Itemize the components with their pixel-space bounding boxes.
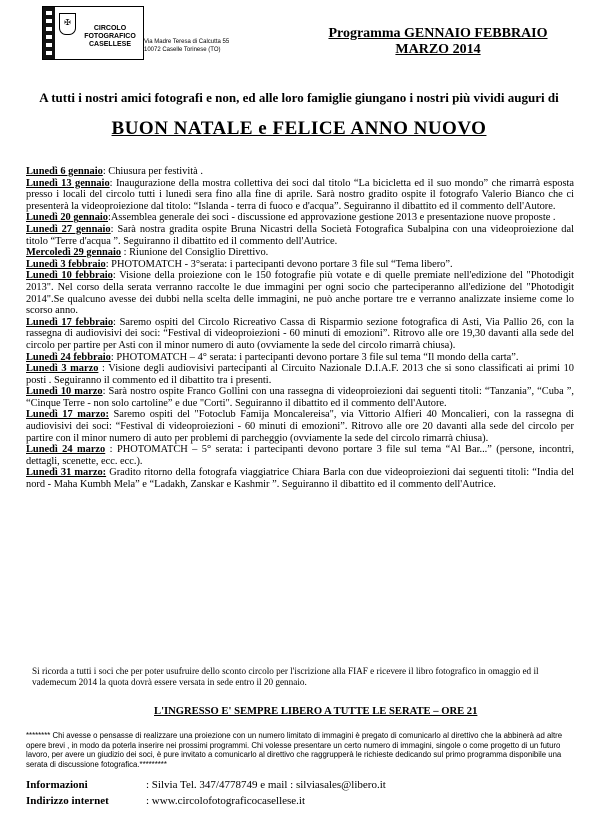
shield-icon: ✠	[59, 13, 76, 35]
event-date: Lunedì 17 marzo:	[26, 409, 109, 421]
event-entry	[26, 386, 574, 409]
event-description: : PHOTOMATCH – 4° serata: i partecipanti devono portare 3 file sul tema “Il mondo della carta”.	[110, 351, 519, 363]
event-entry	[26, 224, 574, 247]
event-description: Saremo ospiti del "Fotoclub Famija Moncalereisa", via Vittorio Alfieri 40 Moncalieri, con la rassegna di audiovisivi dei soci: “Festival di videoproiezioni - 60 minuti di emozioni”. Ritrovo alle ore 20 davanti alla sede del circolo per partire con il minor numero di auto per problemi di parcheggio (ovviamente la sede del circolo rimarrà chiusa).	[26, 409, 574, 444]
club-address: Via Madre Teresa di Calcutta 55 10072 Caselle Torinese (TO)	[144, 39, 230, 53]
contact-value[interactable]: : Silvia Tel. 347/4778749 e mail : silviasales@libero.it	[146, 779, 386, 791]
info-row: Indirizzo internet : www.circolofotograficocasellese.it	[26, 795, 306, 807]
event-date: Lunedì 27 gennaio	[26, 223, 111, 235]
event-description: : Riunione del Consiglio Direttivo.	[121, 247, 269, 259]
event-date: Lunedì 31 marzo:	[26, 467, 107, 479]
event-date: Lunedì 13 gennaio	[26, 177, 110, 189]
fine-print: ******** Chi avesse o pensasse di realizzare una proiezione con un numero limitato di immagini è pregato di comunicarlo al direttivo che la abbinerà ad altre opere brevi , in modo da poterla inserire nei prossimi programmi. Chi volesse presentare un certo numero di immagini, singole o come progetto di un futuro lavoro, per avere un giudizio dei soci, è pure invitato a comunicarlo al direttivo che raggrupperà le richieste dedicando sul primo programma disponibile una serata di discussione fotografica.*********	[26, 731, 563, 769]
event-description: : Chiusura per festività .	[102, 166, 203, 177]
event-description: : PHOTOMATCH - 3°serata: i partecipanti devono portare 3 file sul “Tema libero”.	[105, 258, 453, 270]
event-entry	[26, 444, 574, 467]
free-entry-notice: L'INGRESSO E' SEMPRE LIBERO A TUTTE LE SERATE – ORE 21	[154, 706, 478, 717]
event-entry	[26, 270, 574, 316]
event-description: : Visione della proiezione con le 150 fotografie più votate e di quelle premiate nell'edizione del "Photodigit 2013". Nel corso della serata verranno raccolte le due immagini per ogni socio che parteciperanno all'edizione del "Photodigit 2014".Se qualcuno avesse dei dubbi nella scelta delle immagini, ne può anche portare tre e verranno analizzate insieme come lo scorso anno.	[26, 270, 574, 317]
event-entry	[26, 352, 574, 364]
event-description: : Sarà nostro ospite Franco Gollini con una rassegna di videoproiezioni dai seguenti titoli: “Tanzania”, “Cuba ”, “Cinque Terre - non solo cartoline” e due "Corti". Seguiranno il dibattito ed il commento dell'Autore.	[26, 386, 574, 409]
event-entry	[26, 363, 574, 386]
event-description: : Sarà nostra gradita ospite Bruna Nicastri della Società Fotografica Subalpina con una videoproiezione dal titolo “Terre d'acqua ”. Seguiranno il dibattito ed il commento dell'Autrice.	[26, 223, 574, 247]
program-title: Programma GENNAIO FEBBRAIO MARZO 2014	[328, 26, 548, 57]
event-description: Gradito ritorno della fotografa viaggiatrice Chiara Barla con due videoproiezioni dai seguenti titoli: “India del nord - Maha Kumbh Mela” e “Ladakh, Zanskar e Kashmir ”. Seguiranno il dibattito ed il commento dell'Autrice.	[26, 467, 574, 491]
event-description: :Assemblea generale dei soci - discussione ed approvazione gestione 2013 e presentazione nuove proposte .	[108, 212, 556, 224]
event-entry	[26, 317, 574, 352]
event-entry	[26, 259, 574, 271]
event-description: : PHOTOMATCH – 5° serata: i partecipanti devono portare 3 file sul tema “Al Bar...” (persone, incontri, dettagli, scenette, ecc. ecc.).	[26, 444, 574, 467]
event-date: Lunedì 17 febbraio	[26, 316, 114, 328]
logo-text: CIRCOLO FOTOGRAFICO CASELLESE	[84, 25, 136, 48]
event-entry	[26, 247, 574, 259]
club-logo	[42, 6, 144, 60]
website-link[interactable]: : www.circolofotograficocasellese.it	[146, 795, 306, 807]
event-description: : Inaugurazione della mostra collettiva dei soci dal titolo “La bicicletta ed il suo mondo” che rimarrà esposta presso i locali del circolo tutti i lunedì sera fino alla fine di aprile. Sarà nostro gradito ospite il fotografo Valerio Bianco che ci presenterà la videoproiezione dal titolo: “Islanda - terra di fuoco e d'acqua”. Seguiranno il dibattito ed il commento dell'Autore.	[26, 177, 574, 212]
event-date: Lunedì 24 marzo	[26, 444, 106, 456]
event-date: Lunedì 3 marzo	[26, 363, 99, 375]
contact-info	[26, 777, 386, 809]
event-list	[26, 166, 574, 491]
event-description: : Saremo ospiti del Circolo Ricreativo Cassa di Risparmio sezione fotografica di Asti, Via Pallio 26, con la rassegna di audiovisivi dei soci: “Festival di videoproiezioni - 60 minuti di emozioni”. Ritrovo alle ore 19,30 davanti alla sede del circolo per partire per Asti con il minor numero di auto (ovviamente la sede del circolo rimarrà chiusa).	[26, 316, 574, 351]
fiaf-note: Si ricorda a tutti i soci che per poter usufruire dello sconto circolo per l'iscrizione alla FIAF e ricevere il libro fotografico in omaggio ed il vademecum 2014 la quota dovrà essere versata in sede entro il 20 gennaio.	[32, 666, 539, 687]
event-entry	[26, 467, 574, 490]
event-date: Lunedì 20 gennaio	[26, 212, 108, 224]
event-description: : Visione degli audiovisivi partecipanti al Circuito Nazionale D.I.A.F. 2013 che si sono classificati ai primi 10 posti . Seguiranno il commento ed il dibattito tra i presenti.	[26, 363, 574, 386]
event-entry	[26, 409, 574, 444]
event-entry	[26, 212, 574, 224]
event-date: Lunedì 24 febbraio	[26, 351, 111, 363]
greeting: A tutti i nostri amici fotografi e non, ed alle loro famiglie giungano i nostri più vividi auguri di	[39, 90, 559, 105]
event-entry	[26, 166, 574, 178]
event-date: Lunedì 3 febbraio	[26, 258, 106, 270]
headline: BUON NATALE e FELICE ANNO NUOVO	[111, 118, 487, 139]
event-date: Lunedì 10 febbraio	[26, 270, 113, 282]
event-date: Mercoledì 29 gennaio	[26, 247, 122, 259]
film-strip-icon	[43, 7, 55, 59]
event-date: Lunedì 10 marzo	[26, 386, 103, 398]
event-entry	[26, 178, 574, 213]
info-row: Informazioni : Silvia Tel. 347/4778749 e mail : silviasales@libero.it	[26, 779, 386, 791]
event-date: Lunedì 6 gennaio	[26, 166, 103, 177]
